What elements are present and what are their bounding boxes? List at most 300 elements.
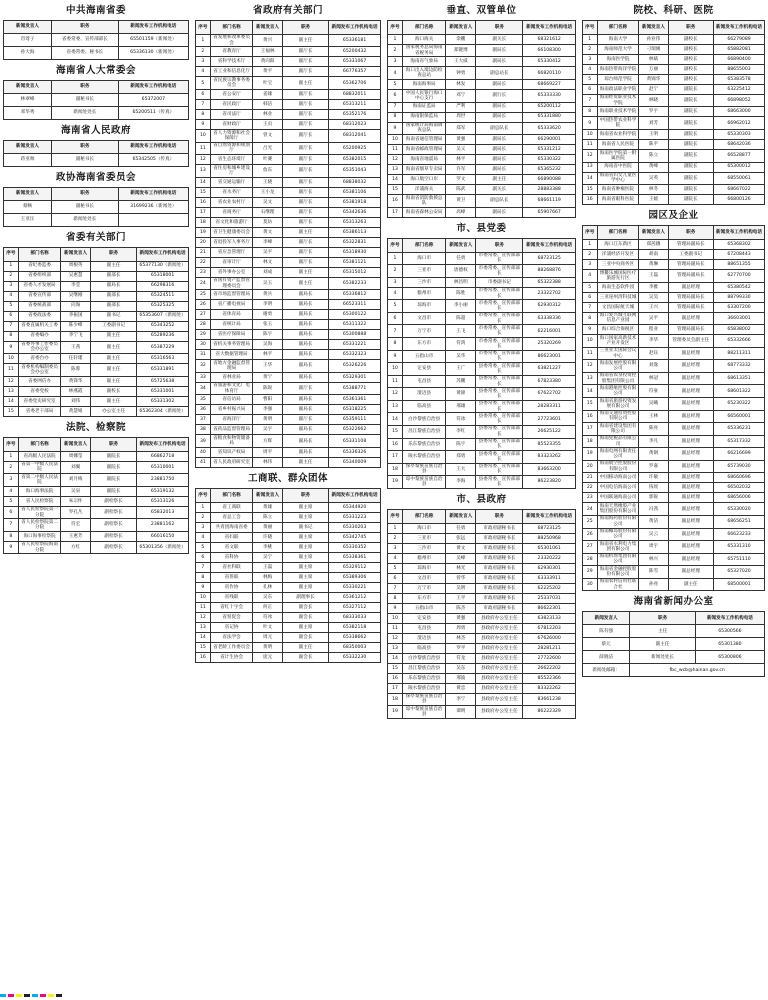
table-cell: 65342505（传真） xyxy=(118,153,188,166)
table-cell: 临高县 xyxy=(403,643,446,653)
table-row xyxy=(4,541,189,554)
table-cell: 副局长 xyxy=(476,135,523,145)
table-cell: 刘月梅 xyxy=(61,474,91,487)
table-cell: 副总经理 xyxy=(668,528,714,541)
table-cell: 吴明 xyxy=(446,583,476,593)
table-row xyxy=(388,533,576,543)
table-row xyxy=(388,90,576,103)
table-row xyxy=(583,493,765,503)
table-cell: 63333911 xyxy=(523,573,576,583)
table-row xyxy=(196,542,381,552)
table-cell: 68663000 xyxy=(714,107,765,117)
table-cell: 海南港航控股有限公司 xyxy=(597,385,639,398)
table-row xyxy=(583,410,765,423)
table-cell: 66528877 xyxy=(714,150,765,163)
table-row xyxy=(583,94,765,107)
table-cell: 12 xyxy=(196,612,211,622)
directory-table xyxy=(195,488,381,663)
table-cell: 65330203 xyxy=(329,522,381,532)
table-cell: 三亚市 xyxy=(403,265,446,278)
table-cell: 65365232 xyxy=(523,165,576,175)
table-cell: 姜雄 xyxy=(253,90,283,100)
table-cell: 黄钢 xyxy=(639,448,668,461)
section-title: 海南省新闻办公室 xyxy=(633,596,714,608)
table-cell: 68550061 xyxy=(714,172,765,185)
table-cell: 65313211 xyxy=(329,100,381,110)
table-cell: 14 xyxy=(583,385,598,398)
table-cell: 周平 xyxy=(253,447,283,457)
table-cell: 10 xyxy=(583,335,598,348)
table-row xyxy=(388,633,576,643)
table-cell: 黄文 xyxy=(253,227,283,237)
table-row xyxy=(196,612,381,622)
table-header-row xyxy=(583,226,765,240)
table-cell: 86223820 xyxy=(523,476,576,489)
table-cell: 胡南 xyxy=(639,250,668,260)
column-header: 新闻发布工作机构电话 xyxy=(523,238,576,252)
table-cell: 副厅长 xyxy=(282,155,328,165)
table-cell: 副主任 xyxy=(90,354,136,364)
table-cell: 7 xyxy=(196,100,211,110)
section-col4-s3 xyxy=(582,595,765,677)
table-cell: 市政府副秘书长 xyxy=(476,523,523,533)
table-cell: 68350003 xyxy=(329,642,381,652)
table-cell: 中国人民银行海口中心支行 xyxy=(403,90,446,103)
table-cell: 赵钰 xyxy=(639,347,668,360)
table-row xyxy=(388,67,576,80)
table-row xyxy=(4,364,189,377)
table-cell: 符龙 xyxy=(446,653,476,663)
table-cell: 省委老干部局 xyxy=(18,406,61,416)
column-header: 新闻发布工作机构电话 xyxy=(329,488,381,502)
table-cell: 县委常委、宣传部部长 xyxy=(476,451,523,464)
table-cell: 12 xyxy=(388,388,403,401)
table-cell: 65739030 xyxy=(714,460,765,473)
table-cell: 省医疗保障局 xyxy=(210,330,253,340)
table-cell: 林冠 xyxy=(639,372,668,385)
table-cell: 2 xyxy=(196,47,211,57)
table-cell: 65353607（新闻处） xyxy=(137,311,189,321)
table-cell: 郭锐 xyxy=(639,493,668,503)
table-cell: 海南椰岛股份有限公司 xyxy=(597,528,639,541)
table-cell: 澄迈县 xyxy=(403,388,446,401)
table-cell: 65300888 xyxy=(329,330,381,340)
table-cell: 省贸促会 xyxy=(210,612,253,622)
table-cell: 36 xyxy=(196,405,211,415)
table-cell: 黄丽 xyxy=(253,522,283,532)
table-cell: 65386113 xyxy=(329,227,381,237)
table-cell: 5 xyxy=(583,74,598,84)
column-header: 新闻发布工作机构电话 xyxy=(137,437,189,451)
column-header: 新闻发布工作机构电话 xyxy=(118,140,188,153)
table-cell: 黄兵 xyxy=(253,290,283,300)
table-header-row xyxy=(196,488,381,502)
table-cell: 李明 xyxy=(253,300,283,310)
table-cell: 65331880 xyxy=(523,112,576,122)
table-cell: 莫坊 xyxy=(253,217,283,227)
table-cell: 副厅长 xyxy=(282,382,328,395)
table-cell: 林昌明 xyxy=(446,277,476,287)
column-header: 新闻发言人 xyxy=(639,20,668,34)
table-cell: 9 xyxy=(388,122,403,135)
table-cell: 保亭黎族苗族自治县 xyxy=(403,693,446,706)
column-header: 新闻发言人 xyxy=(4,20,52,33)
table-row xyxy=(388,583,576,593)
table-cell: 副主任 xyxy=(90,376,136,386)
table-cell: 陈武 xyxy=(446,185,476,195)
table-cell: 省市场监督管理局 xyxy=(210,290,253,300)
table-cell: 1 xyxy=(4,451,19,461)
table-cell: 65907667 xyxy=(523,207,576,217)
column-header: 新闻发言人 xyxy=(583,612,630,625)
table-cell: 黄锦 xyxy=(446,388,476,401)
section-title: 政协海南省委员会 xyxy=(55,171,136,183)
table-cell: 9 xyxy=(388,603,403,613)
table-cell: 五指山市 xyxy=(403,350,446,363)
table-header-row xyxy=(4,187,189,200)
table-cell: 中国电信海南公司 xyxy=(597,483,639,493)
table-cell: 省发展和改革委员会 xyxy=(210,34,253,47)
table-row xyxy=(583,140,765,150)
table-cell: 屯昌县 xyxy=(403,375,446,388)
table-cell: 副局长 xyxy=(476,102,523,112)
section-col1-s5 xyxy=(3,231,189,417)
table-cell: 8 xyxy=(583,312,598,325)
table-row xyxy=(388,375,576,388)
table-cell: 副院长 xyxy=(668,162,714,172)
table-cell: 三亚崖州湾科技城 xyxy=(597,292,639,302)
table-cell: 黄强 xyxy=(446,135,476,145)
table-row xyxy=(583,44,765,54)
column-header: 序号 xyxy=(388,20,403,34)
table-cell: 65318930 xyxy=(329,247,381,257)
table-cell: 黄强 xyxy=(446,613,476,623)
table-cell: 省药品监督管理局 xyxy=(210,425,253,435)
table-cell: 副厅长 xyxy=(282,90,328,100)
table-cell: 王飞 xyxy=(446,325,476,338)
table-row xyxy=(583,292,765,302)
table-cell: 肖莺子 xyxy=(4,33,52,46)
table-cell: 李海 xyxy=(446,476,476,489)
table-cell: 63821227 xyxy=(523,363,576,376)
table-cell: 省卫生健康委员会 xyxy=(210,227,253,237)
table-row xyxy=(196,142,381,155)
table-row xyxy=(388,653,576,663)
table-cell: 15 xyxy=(196,642,211,652)
table-cell: 68773332 xyxy=(714,360,765,373)
table-cell: 管理局副局长 xyxy=(668,292,714,302)
table-cell: 省国有资产监督管理委员会 xyxy=(210,277,253,290)
table-cell: 白沙黎族自治县 xyxy=(403,653,446,663)
table-cell: 17 xyxy=(388,451,403,464)
table-cell: 63225412 xyxy=(714,84,765,94)
table-row xyxy=(583,185,765,195)
table-cell: 副厅长 xyxy=(282,130,328,143)
table-row xyxy=(583,578,765,591)
table-cell: 14 xyxy=(388,175,403,185)
table-cell: 11 xyxy=(196,602,211,612)
table-cell: 副主任 xyxy=(282,277,328,290)
table-cell: 省教育厅 xyxy=(210,47,253,57)
table-row xyxy=(4,93,189,106)
table-cell: 方红 xyxy=(61,541,91,554)
table-cell: 孙大海 xyxy=(4,46,52,59)
table-cell: 海口出入境边防检查总站 xyxy=(403,67,446,80)
table-cell: 9 xyxy=(4,541,19,554)
table-cell: 林翠峰 xyxy=(4,93,52,106)
table-cell: 省人民检察院 xyxy=(18,496,61,506)
table-row xyxy=(196,602,381,612)
table-cell: 7 xyxy=(196,562,211,572)
table-cell: 12 xyxy=(388,155,403,165)
table-cell: 县委常委、宣传部部长 xyxy=(476,438,523,451)
table-cell: 刘伟 xyxy=(61,396,91,406)
section-title: 园区及企业 xyxy=(648,210,699,222)
table-cell: 海口市 xyxy=(403,523,446,533)
table-row xyxy=(4,331,189,341)
table-cell: 65333620 xyxy=(523,122,576,135)
table-cell: 27 xyxy=(583,541,598,554)
table-cell: 副局长 xyxy=(282,300,328,310)
table-cell: 吴东 xyxy=(253,592,283,602)
table-cell: 副主席 xyxy=(282,572,328,582)
table-cell: 65322662 xyxy=(329,425,381,435)
table-row xyxy=(196,310,381,320)
table-cell: 琼海市 xyxy=(403,300,446,313)
table-cell: 33 xyxy=(196,372,211,382)
table-cell: 11 xyxy=(4,364,19,377)
table-cell: 4 xyxy=(196,67,211,77)
table-cell: 14 xyxy=(196,632,211,642)
table-cell: 省第一中级人民法院 xyxy=(18,461,61,474)
table-cell: 副关长 xyxy=(476,185,523,195)
table-cell: 临高县 xyxy=(403,400,446,413)
table-row xyxy=(196,532,381,542)
table-row xyxy=(388,80,576,90)
table-cell: 市政府副秘书长 xyxy=(476,533,523,543)
column-header: 序号 xyxy=(583,20,598,34)
table-cell: 省生态环境厅 xyxy=(210,155,253,165)
table-cell: 中国联通海南公司 xyxy=(597,493,639,503)
color-swatch xyxy=(56,994,62,997)
table-cell: 65359111 xyxy=(329,415,381,425)
table-cell: 副总经理 xyxy=(668,282,714,292)
table-cell: 65289236 xyxy=(137,331,189,341)
column-2 xyxy=(195,4,381,667)
table-cell: 海南大学 xyxy=(597,34,639,44)
table-row xyxy=(583,195,765,205)
directory-table xyxy=(3,247,189,417)
table-cell: 5 xyxy=(583,282,598,292)
table-header-row xyxy=(4,247,189,261)
table-cell: 任轩瑾 xyxy=(61,354,91,364)
table-cell: 省法学会 xyxy=(210,632,253,642)
table-cell: 省文联 xyxy=(210,542,253,552)
table-cell: 王华 xyxy=(253,360,283,373)
table-cell: 18 xyxy=(388,693,403,706)
table-cell: 4 xyxy=(4,486,19,496)
table-cell: 副总经理 xyxy=(668,566,714,579)
column-header: 职务 xyxy=(52,187,119,200)
table-cell: 副院长 xyxy=(668,94,714,107)
table-row xyxy=(196,572,381,582)
table-cell: 省作协 xyxy=(210,582,253,592)
table-cell: 25337031 xyxy=(523,593,576,603)
table-cell: 钟勇 xyxy=(446,67,476,80)
table-cell: 67208443 xyxy=(714,250,765,260)
table-cell: 15 xyxy=(388,185,403,195)
table-cell: 66820110 xyxy=(523,67,576,80)
table-row xyxy=(4,486,189,496)
column-header: 职务 xyxy=(476,509,523,523)
table-cell: 苏鹏 xyxy=(446,375,476,388)
table-cell: 23322702 xyxy=(523,287,576,300)
table-cell: 陈有强 xyxy=(583,625,630,638)
table-cell: 65313126 xyxy=(137,496,189,506)
table-cell: 黄兴 xyxy=(253,34,283,47)
table-cell: 66290001 xyxy=(523,135,576,145)
table-cell: 主任 xyxy=(630,625,696,638)
column-header: 新闻发言人 xyxy=(4,187,52,200)
table-row xyxy=(583,423,765,436)
table-cell: 副主任 xyxy=(282,227,328,237)
table-cell: 副书记 xyxy=(90,311,136,321)
table-row xyxy=(583,528,765,541)
table-cell: 28281211 xyxy=(523,643,576,653)
table-cell: 66216699 xyxy=(714,448,765,461)
section-title: 院校、科研、医院 xyxy=(633,5,714,16)
table-cell: 林斌 xyxy=(639,54,668,64)
table-cell: 13 xyxy=(196,165,211,178)
table-cell: 李峰 xyxy=(253,237,283,247)
table-cell: 吕光 xyxy=(253,142,283,155)
table-cell: 副部长 xyxy=(90,271,136,281)
table-cell: 王大 xyxy=(446,463,476,476)
table-cell: 吴华 xyxy=(446,350,476,363)
table-cell: 海南天然橡胶产业集团股份有限公司 xyxy=(597,503,639,516)
table-cell: 省委编办 xyxy=(18,331,61,341)
table-cell: 郑键博 xyxy=(446,44,476,57)
table-cell: 黄琳 xyxy=(639,260,668,270)
table-cell: 16 xyxy=(583,410,598,423)
table-cell: 副院长 xyxy=(668,185,714,195)
table-cell: 海南省眼科医院 xyxy=(597,195,639,205)
table-cell: 17 xyxy=(196,207,211,217)
table-row xyxy=(196,110,381,120)
print-color-bar xyxy=(0,994,768,998)
table-cell: 15 xyxy=(196,187,211,197)
table-cell: 65332323 xyxy=(329,350,381,360)
table-cell: 省信访局 xyxy=(210,395,253,405)
column-header: 新闻发布工作机构电话 xyxy=(118,80,188,93)
table-cell: 65301356（新闻处） xyxy=(137,541,189,554)
table-cell: 83663200 xyxy=(523,463,576,476)
table-cell: 黄文 xyxy=(446,543,476,553)
table-cell: 管理局副局长 xyxy=(668,260,714,270)
table-cell: 海南农村信用社联合社 xyxy=(597,578,639,591)
table-cell: 海南交通投资控股有限公司 xyxy=(597,410,639,423)
table-cell: 海口国家高新技术产业开发区 xyxy=(597,335,639,348)
table-cell: 副总经理 xyxy=(668,423,714,436)
table-cell: 65342745 xyxy=(329,532,381,542)
table-row xyxy=(388,623,576,633)
table-cell: 65382233 xyxy=(329,277,381,290)
table-cell: 68613351 xyxy=(714,372,765,385)
table-cell: 省大数据管理局 xyxy=(210,350,253,360)
column-header: 序号 xyxy=(583,226,598,240)
table-row xyxy=(4,321,189,331)
table-cell: 郑茜娥 xyxy=(639,240,668,250)
table-cell: 副院长 xyxy=(668,130,714,140)
table-row xyxy=(388,413,576,426)
table-cell: 6 xyxy=(196,552,211,562)
table-row xyxy=(583,54,765,64)
table-row xyxy=(388,300,576,313)
table-cell: 8 xyxy=(388,112,403,122)
table-cell: 副主任 xyxy=(476,175,523,185)
table-cell: 黄慧娟 xyxy=(61,406,91,416)
table-cell: 副部长 xyxy=(90,291,136,301)
table-cell: 省应急管理厅 xyxy=(210,247,253,257)
table-row xyxy=(583,541,765,554)
table-row xyxy=(196,522,381,532)
table-cell: 副检察长 xyxy=(90,506,136,519)
directory-table xyxy=(387,20,576,218)
table-cell: 省委党史研究室 xyxy=(18,396,61,406)
table-cell: 副会长 xyxy=(282,632,328,642)
table-cell: 副校长 xyxy=(668,54,714,64)
column-header: 序号 xyxy=(4,247,19,261)
table-row xyxy=(4,106,189,119)
table-cell: 市委常委、宣传部部长 xyxy=(476,300,523,313)
table-cell: 65362304（新闻处） xyxy=(137,406,189,416)
table-cell: 67622702 xyxy=(523,388,576,401)
table-cell: 65331067 xyxy=(329,57,381,67)
table-cell: 海南省通信管理局 xyxy=(403,135,446,145)
table-row xyxy=(4,531,189,541)
table-cell: 3 xyxy=(4,474,19,487)
table-cell: 副总经理 xyxy=(668,483,714,493)
table-cell: 新闻处处长 xyxy=(52,106,119,119)
table-cell: 副主席 xyxy=(282,512,328,522)
table-cell: 65336812 xyxy=(329,290,381,300)
table-cell: 65311322 xyxy=(329,320,381,330)
table-cell: 县委常委、宣传部部长 xyxy=(476,463,523,476)
table-header-row xyxy=(4,80,189,93)
table-cell: 65381121 xyxy=(329,257,381,267)
table-cell: 3 xyxy=(388,543,403,553)
table-row xyxy=(583,398,765,411)
table-cell: 省委机构编制委员会办公室 xyxy=(18,364,61,377)
table-cell: 国家税务总局海南省税务局 xyxy=(403,44,446,57)
table-cell: 万宁市 xyxy=(403,325,446,338)
table-cell: 27723601 xyxy=(523,413,576,426)
table-cell: 4 xyxy=(388,553,403,563)
table-cell: 市政府副秘书长 xyxy=(476,573,523,583)
table-cell: 严利 xyxy=(446,102,476,112)
table-cell: 黄卫 xyxy=(446,195,476,208)
table-cell: 65300566 xyxy=(695,625,764,638)
table-row xyxy=(4,213,189,226)
column-header: 部门名称 xyxy=(597,226,639,240)
table-cell: 16 xyxy=(583,195,598,205)
table-cell: 28 xyxy=(196,320,211,330)
table-row xyxy=(4,519,189,532)
table-cell: 李小丽 xyxy=(446,300,476,313)
table-cell: 省老龄工作委员会 xyxy=(210,642,253,652)
table-cell: 副总队长 xyxy=(476,122,523,135)
table-row xyxy=(196,155,381,165)
